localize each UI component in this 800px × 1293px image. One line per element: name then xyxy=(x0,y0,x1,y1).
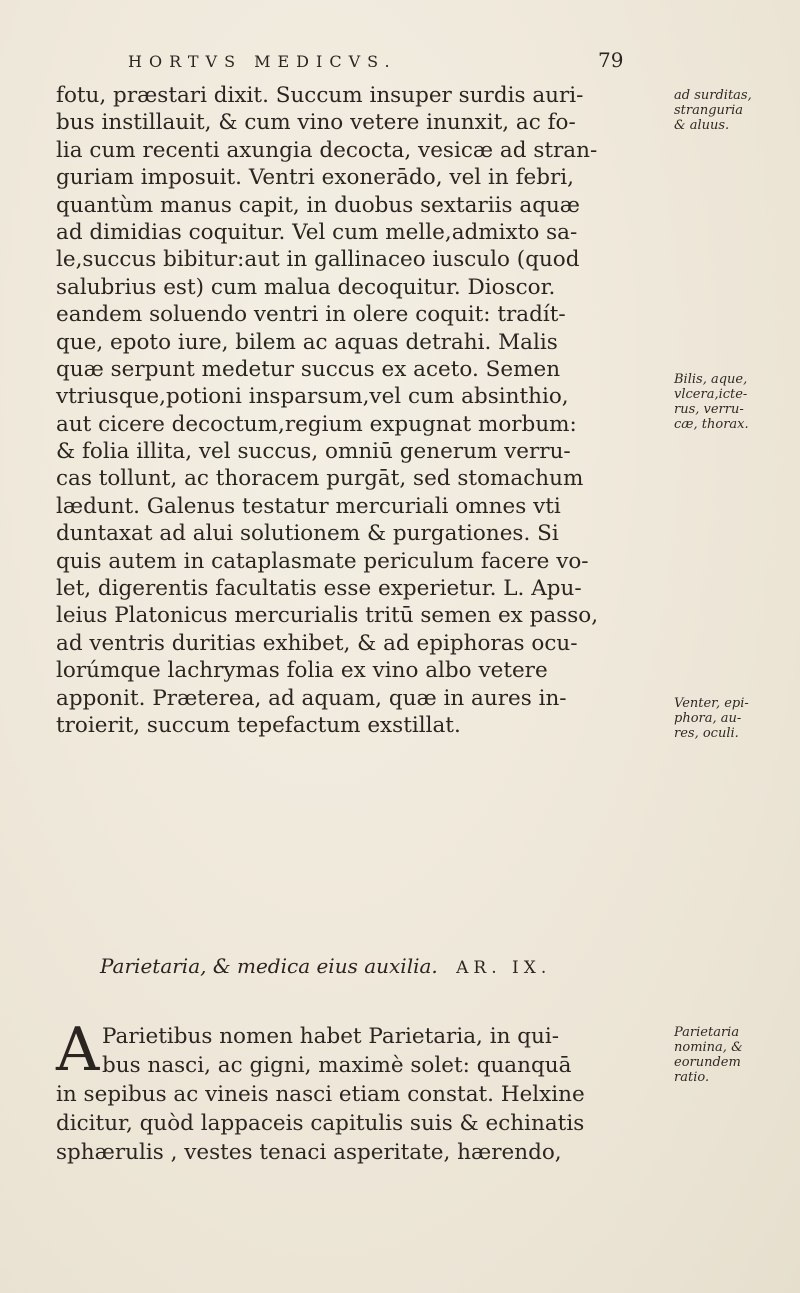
text-line: lædunt. Galenus testatur mercuriali omnes vti xyxy=(56,493,561,519)
margin-note-line: Parietaria xyxy=(674,1025,740,1040)
text-line: lia cum recenti axungia decocta, vesicæ ad stran- xyxy=(56,137,598,163)
page-number: 79 xyxy=(598,48,624,72)
text-line: quæ serpunt medetur succus ex aceto. Semen xyxy=(56,356,561,382)
text-line: troierit, succum tepefactum exstillat. xyxy=(56,712,461,738)
drop-cap: A xyxy=(56,1015,100,1085)
text-line: quantùm manus capit, in duobus sextariis aquæ xyxy=(56,192,581,218)
margin-note-surditas xyxy=(674,88,794,133)
article-number: AR. IX. xyxy=(456,958,552,978)
margin-note-line: & aluus. xyxy=(674,118,730,133)
text-line: dicitur, quòd lappaceis capitulis suis & echinatis xyxy=(56,1111,585,1136)
text-line: fotu, præstari dixit. Succum insuper surdis auri- xyxy=(56,83,584,108)
margin-note-parietaria xyxy=(674,1025,794,1085)
margin-note-bilis xyxy=(674,372,794,432)
paragraph-2 xyxy=(56,1015,661,1167)
text-line: salubrius est) cum malua decoquitur. Dioscor. xyxy=(56,274,556,300)
text-line: leius Platonicus mercurialis tritū semen ex passo, xyxy=(56,603,599,629)
text-line: & folia illita, vel succus, omniū generum verru- xyxy=(56,439,571,465)
text-line: que, epoto iure, bilem ac aquas detrahi. Malis xyxy=(56,329,558,355)
text-line: ad dimidias coquitur. Vel cum melle,admixto sa- xyxy=(56,219,578,245)
margin-note-line: Venter, epi- xyxy=(674,696,749,711)
text-line: aut cicere decoctum,regium expugnat morbum: xyxy=(56,411,577,437)
margin-note-line: Bilis, aque, xyxy=(674,372,748,387)
running-head xyxy=(128,48,688,78)
text-line: bus instillauit, & cum vino vetere inunxit, ac fo- xyxy=(56,110,576,136)
margin-note-line: rus, verru- xyxy=(674,402,744,417)
text-line: cas tollunt, ac thoracem purgāt, sed stomachum xyxy=(56,466,584,492)
paragraph-1 xyxy=(56,82,661,739)
text-line: in sepibus ac vineis nasci etiam constat. Helxine xyxy=(56,1082,585,1107)
running-head-title: HORTVS MEDICVS. xyxy=(128,52,397,71)
section-heading xyxy=(100,954,660,978)
text-line: ad ventris duritias exhibet, & ad epiphoras ocu- xyxy=(56,630,578,656)
text-line: duntaxat ad alui solutionem & purgationes. Si xyxy=(56,521,559,547)
section-title: Parietaria, & medica eius auxilia. xyxy=(100,954,438,978)
text-line: bus nasci, ac gigni, maximè solet: quanquā xyxy=(102,1053,572,1078)
margin-note-line: stranguria xyxy=(674,103,744,118)
margin-note-line: vlcera,icte- xyxy=(674,387,748,402)
text-line: guriam imposuit. Ventri exonerādo, vel in febri, xyxy=(56,165,574,191)
margin-note-line: ratio. xyxy=(674,1070,710,1085)
text-line: vtriusque,potioni insparsum,vel cum absinthio, xyxy=(56,384,569,410)
text-line: let, digerentis facultatis esse experietur. L. Apu- xyxy=(56,576,582,602)
margin-note-line: cæ, thorax. xyxy=(674,417,749,432)
margin-note-line: res, oculi. xyxy=(674,726,739,741)
text-line: apponit. Præterea, ad aquam, quæ in aures in- xyxy=(56,685,567,711)
margin-note-line: nomina, & xyxy=(674,1040,743,1055)
text-line: lorúmque lachrymas folia ex vino albo vetere xyxy=(56,658,548,684)
margin-note-line: eorundem xyxy=(674,1055,741,1070)
margin-note-line: ad surditas, xyxy=(674,88,752,103)
text-line: le,succus bibitur:aut in gallinaceo iusculo (quod xyxy=(56,247,580,273)
margin-note-venter xyxy=(674,696,794,741)
text-line: Parietibus nomen habet Parietaria, in qui- xyxy=(102,1024,560,1049)
margin-note-line: phora, au- xyxy=(674,711,742,726)
text-line: eandem soluendo ventri in olere coquit: tradít- xyxy=(56,302,566,328)
text-line: quis autem in cataplasmate periculum facere vo- xyxy=(56,548,589,574)
text-line: sphærulis , vestes tenaci asperitate, hærendo, xyxy=(56,1140,562,1165)
